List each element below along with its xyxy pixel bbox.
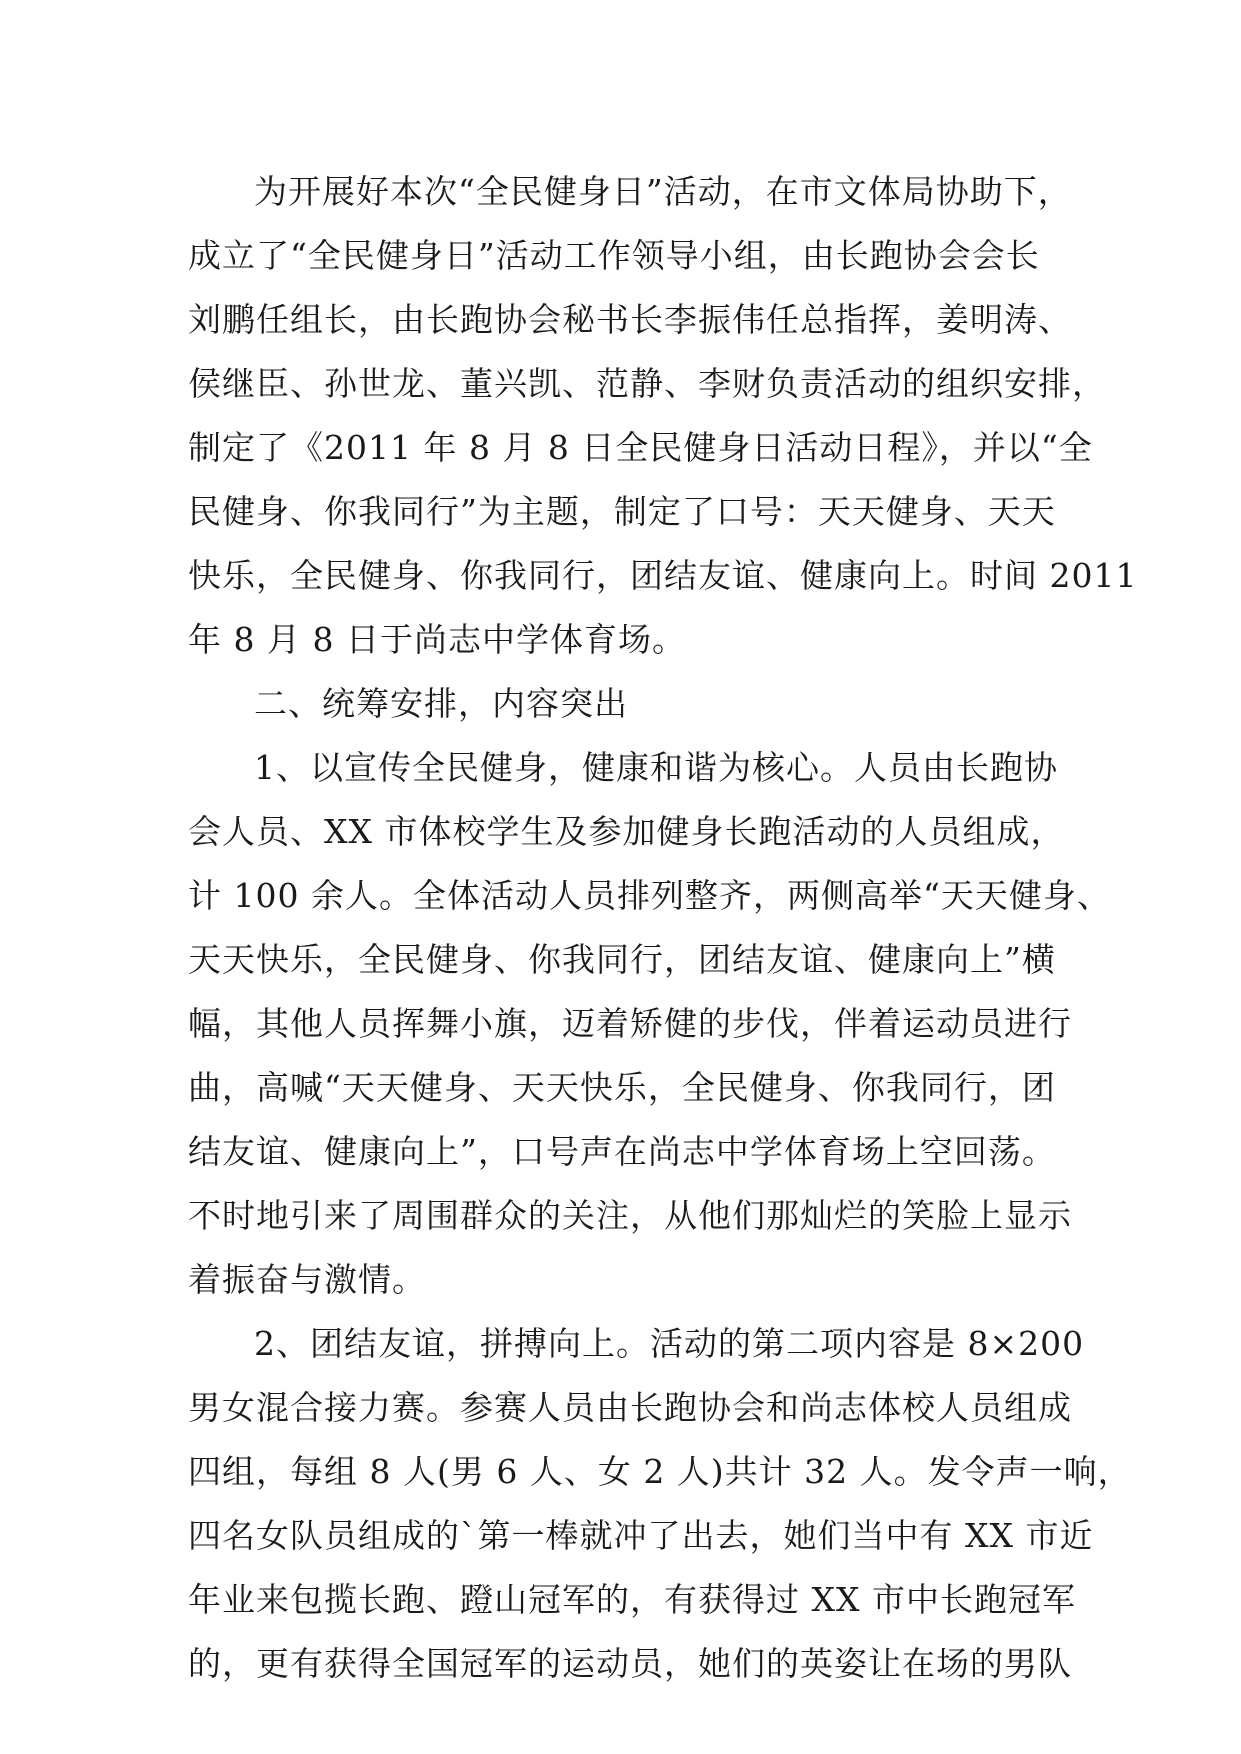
text-line: 的，更有获得全国冠军的运动员，她们的英姿让在场的男队 [188, 1644, 1072, 1683]
text-line: 结友谊、健康向上”，口号声在尚志中学体育场上空回荡。 [188, 1132, 1056, 1171]
text-line: 为开展好本次“全民健身日”活动，在市文体局协助下， [254, 172, 1072, 211]
text-line: 不时地引来了周围群众的关注，从他们那灿烂的笑脸上显示 [188, 1196, 1072, 1235]
text-line: 刘鹏任组长，由长跑协会秘书长李振伟任总指挥，姜明涛、 [188, 300, 1072, 339]
text-line: 着振奋与激情。 [188, 1260, 426, 1299]
text-line: 制定了《2011 年 8 月 8 日全民健身日活动日程》，并以“全 [188, 428, 1093, 467]
text-line: 快乐，全民健身、你我同行，团结友谊、健康向上。时间 2011 [188, 556, 1138, 595]
text-line: 成立了“全民健身日”活动工作领导小组，由长跑协会会长 [188, 236, 1040, 275]
text-line: 四组，每组 8 人(男 6 人、女 2 人)共计 32 人。发令声一响， [188, 1452, 1132, 1491]
text-line: 计 100 余人。全体活动人员排列整齐，两侧高举“天天健身、 [188, 876, 1111, 915]
text-line: 年 8 月 8 日于尚志中学体育场。 [188, 620, 686, 659]
text-line: 曲，高喊“天天健身、天天快乐，全民健身、你我同行，团 [188, 1068, 1056, 1107]
text-line: 天天快乐，全民健身、你我同行，团结友谊、健康向上”横 [188, 940, 1056, 979]
text-line: 男女混合接力赛。参赛人员由长跑协会和尚志体校人员组成 [188, 1388, 1072, 1427]
document-body [188, 160, 1138, 1696]
text-line: 四名女队员组成的`第一棒就冲了出去，她们当中有 XX 市近 [188, 1516, 1094, 1555]
text-line: 会人员、XX 市体校学生及参加健身长跑活动的人员组成， [188, 812, 1065, 851]
text-line: 民健身、你我同行”为主题，制定了口号：天天健身、天天 [188, 492, 1056, 531]
text-line: 幅，其他人员挥舞小旗，迈着矫健的步伐，伴着运动员进行 [188, 1004, 1072, 1043]
text-line: 2、团结友谊，拼搏向上。活动的第二项内容是 8×200 [254, 1324, 1085, 1363]
text-line: 侯继臣、孙世龙、董兴凯、范静、李财负责活动的组织安排， [188, 364, 1106, 403]
text-line: 1、以宣传全民健身，健康和谐为核心。人员由长跑协 [254, 748, 1058, 787]
text-line: 年业来包揽长跑、蹬山冠军的，有获得过 XX 市中长跑冠军 [188, 1580, 1076, 1619]
section-heading: 二、统筹安排，内容突出 [254, 684, 628, 723]
